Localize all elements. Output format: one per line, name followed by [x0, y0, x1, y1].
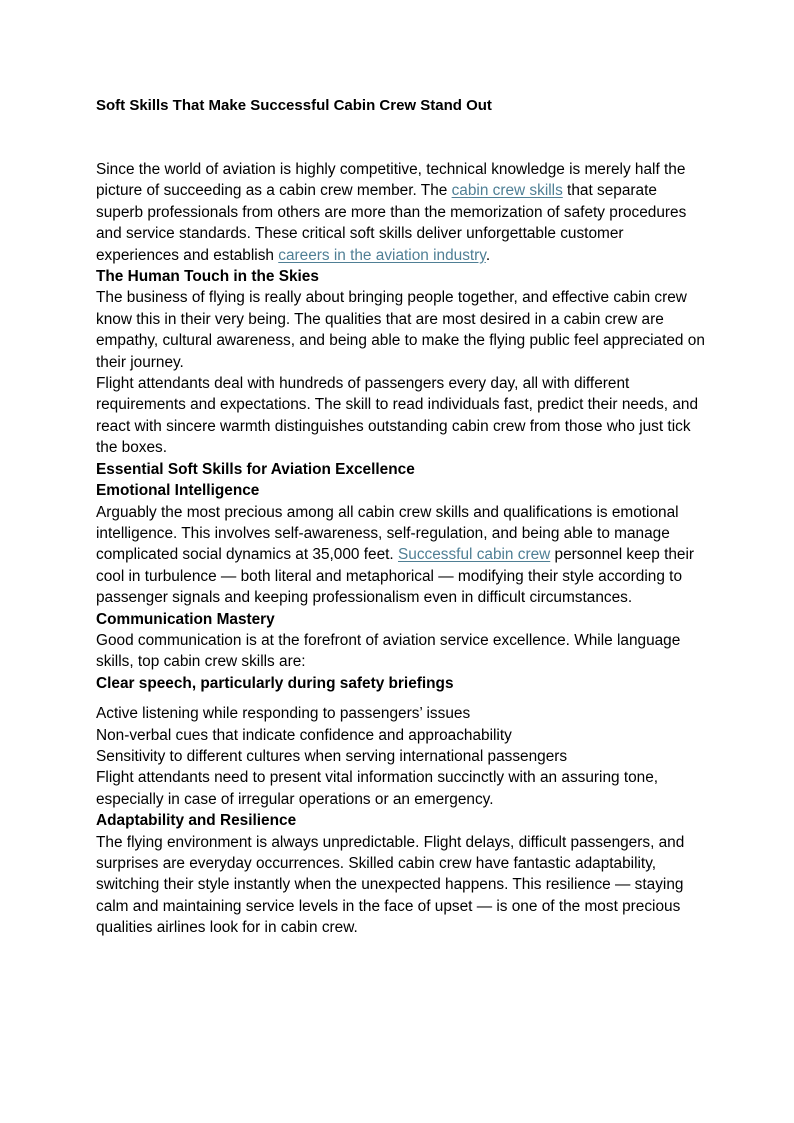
emotional-text-1: Arguably the most precious among all cabin crew skills and qualifications is emotional intelligence. This involves self-awareness, self-regulation, and being able to manage complicated social dynamics at 35,000 feet.: [96, 503, 679, 564]
human-touch-paragraph-1: The business of flying is really about bringing people together, and effective cabin crew know this in their very being. The qualities that are most desired in a cabin crew are empathy, cultural awareness, and being able to make the flying public feel appreciated on their journey.: [96, 289, 705, 371]
aviation-careers-link[interactable]: careers in the aviation industry: [278, 246, 486, 264]
adaptability-heading: Adaptability and Resilience: [96, 812, 297, 830]
communication-paragraph-1: Good communication is at the forefront of aviation service excellence. While language skills, top cabin crew skills are:: [96, 631, 681, 671]
emotional-text-2: personnel keep their cool in turbulence — both literal and metaphorical — modifying their style according to passenger signals and keeping professionalism even in difficult circumstances.: [96, 546, 695, 607]
adaptability-paragraph: The flying environment is always unpredictable. Flight delays, difficult passengers, and surprises are everyday occurrences. Skilled cabin crew have fantastic adaptability, switching their style instantly when the unexpected happens. This resilience — staying calm and maintaining service levels in the face of upset — is one of the most precious qualities airlines look for in cabin crew.: [96, 833, 685, 937]
cabin-crew-skills-link[interactable]: cabin crew skills: [451, 182, 563, 200]
document-title: Soft Skills That Make Successful Cabin Crew Stand Out: [96, 97, 492, 114]
human-touch-heading: The Human Touch in the Skies: [96, 268, 319, 286]
intro-text-2: that separate superb professionals from others are more than the memorization of safety procedures and service standards. These critical soft skills deliver unforgettable customer experiences and establish: [96, 182, 687, 264]
intro-text-3: .: [485, 246, 491, 264]
intro-paragraph: [96, 159, 706, 266]
communication-bold-item: Clear speech, particularly during safety briefings: [96, 674, 454, 692]
intro-text-1: Since the world of aviation is highly competitive, technical knowledge is merely half the picture of succeeding as a cabin crew member. The: [96, 161, 686, 200]
essential-skills-heading: Essential Soft Skills for Aviation Excellence: [96, 460, 415, 478]
human-touch-paragraph-2: Flight attendants deal with hundreds of passengers every day, all with different requirements and expectations. The skill to read individuals fast, predict their needs, and react with sincere warmth distinguishes outstanding cabin crew from those who just tick the boxes.: [96, 375, 699, 457]
emotional-intelligence-heading: Emotional Intelligence: [96, 482, 260, 500]
list-item: Non-verbal cues that indicate confidence and approachability: [96, 726, 512, 744]
communication-paragraph-2: Flight attendants need to present vital information succinctly with an assuring tone, especially in case of irregular operations or an emergency.: [96, 769, 659, 808]
list-item: Sensitivity to different cultures when serving international passengers: [96, 747, 568, 765]
document-page: [96, 95, 706, 939]
communication-mastery-heading: Communication Mastery: [96, 610, 275, 628]
successful-cabin-crew-link[interactable]: Successful cabin crew: [398, 546, 551, 564]
list-item: Active listening while responding to passengers’ issues: [96, 705, 471, 723]
emotional-intelligence-paragraph: [96, 502, 706, 609]
communication-list: [96, 703, 706, 767]
